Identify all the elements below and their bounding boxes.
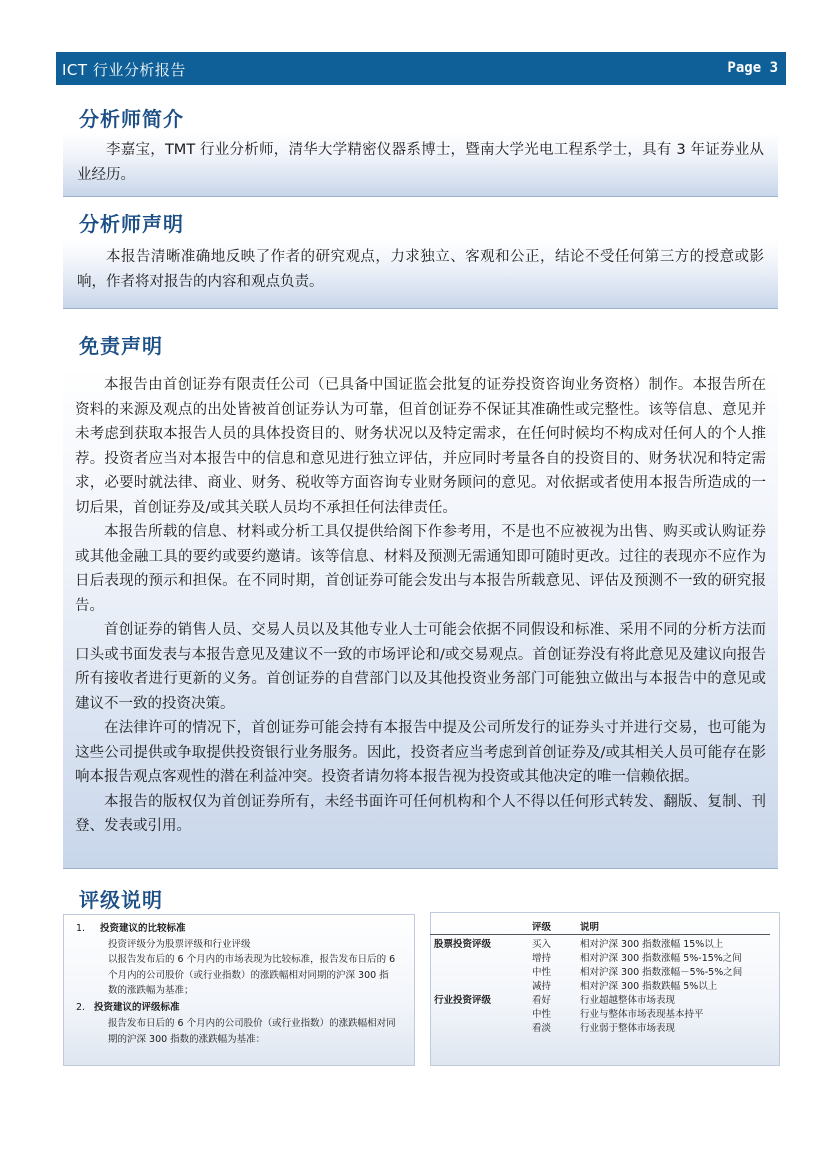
analyst-statement-text: 本报告清晰准确地反映了作者的研究观点，力求独立、客观和公正，结论不受任何第三方的授意或影响，作者将对报告的内容和观点负责。 <box>77 249 764 290</box>
table-row <box>430 935 770 953</box>
criteria-item-2-number: 2. <box>76 1002 86 1013</box>
criteria-item-2-text: 报告发布日后的 6 个月内的公司股价（或行业指数）的涨跌幅相对同期的沪深 300 指数的涨跌幅为基准： <box>108 1018 396 1045</box>
analyst-statement-heading: 分析师声明 <box>79 212 184 236</box>
rating-heading: 评级说明 <box>79 888 163 912</box>
rating-table-header <box>430 918 770 935</box>
rating-value: 看好 <box>532 995 552 1006</box>
disclaimer-box <box>63 367 778 869</box>
rating-desc: 行业弱于整体市场表现 <box>580 1023 676 1034</box>
table-row <box>430 994 770 1008</box>
rating-criteria-box <box>63 914 415 1066</box>
disclaimer-paragraph-2: 本报告所载的信息、材料或分析工具仅提供给阁下作参考用，不是也不应被视为出售、购买或认购证券或其他金融工具的要约或要约邀请。该等信息、材料及预测无需通知即可随时更改。过往的表现亦不应作为日后表现的预示和担保。在不同时期，首创证券可能会发出与本报告所载意见、评估及预测不一致的研究报告。 <box>75 524 766 614</box>
criteria-item-1-text: 以报告发布后的 6 个月内的市场表现为比较标准，报告发布日后的 6 个月内的公司股价（或行业指数）的涨跌幅相对同期的沪深 300 指数的涨跌幅为基准； <box>108 954 396 996</box>
rating-value: 买入 <box>532 939 552 950</box>
disclaimer-paragraph-3: 首创证券的销售人员、交易人员以及其他专业人士可能会依据不同假设和标准、采用不同的分析方法而口头或书面发表与本报告意见及建议不一致的市场评论和/或交易观点。首创证券没有将此意见及建议向报告所有接收者进行更新的义务。首创证券的自营部门以及其他投资业务部门可能独立做出与本报告中的意见或建议不一致的投资决策。 <box>75 622 766 712</box>
rating-value: 增持 <box>532 953 552 964</box>
criteria-item-1-title: 投资建议的比较标准 <box>100 923 186 934</box>
analyst-intro-heading: 分析师简介 <box>79 107 184 131</box>
rating-desc: 相对沪深 300 指数涨幅－5%-5%之间 <box>580 967 743 978</box>
rating-desc: 相对沪深 300 指数涨幅 15%以上 <box>580 939 724 950</box>
table-row <box>430 1022 770 1036</box>
disclaimer-heading: 免责声明 <box>79 334 163 358</box>
table-row <box>430 1008 770 1022</box>
rating-value: 中性 <box>532 1009 552 1020</box>
page-header <box>56 52 786 85</box>
rating-value: 减持 <box>532 981 552 992</box>
disclaimer-paragraph-4: 在法律许可的情况下，首创证券可能会持有本报告中提及公司所发行的证券头寸并进行交易，也可能为这些公司提供或争取提供投资银行业务服务。因此，投资者应当考虑到首创证券及/或其相关人员可能存在影响本报告观点客观性的潜在利益冲突。投资者请勿将本报告视为投资或其他决定的唯一信赖依据。 <box>75 720 766 785</box>
rating-desc: 相对沪深 300 指数涨幅 5%-15%之间 <box>580 953 742 964</box>
disclaimer-paragraph-5: 本报告的版权仅为首创证券所有，未经书面许可任何机构和个人不得以任何形式转发、翻版、复制、刊登、发表或引用。 <box>75 793 766 834</box>
criteria-item-2-title: 投资建议的评级标准 <box>94 1002 180 1013</box>
rating-desc: 相对沪深 300 指数跌幅 5%以上 <box>580 981 718 992</box>
rating-desc: 行业与整体市场表现基本持平 <box>580 1009 704 1020</box>
disclaimer-paragraph-1: 本报告由首创证券有限责任公司（已具备中国证监会批复的证券投资咨询业务资格）制作。本报告所在资料的来源及观点的出处皆被首创证券认为可靠，但首创证券不保证其准确性或完整性。该等信息、意见并未考虑到获取本报告人员的具体投资目的、财务状况以及特定需求，在任何时候均不构成对任何人的个人推荐。投资者应当对本报告中的信息和意见进行独立评估，并应同时考量各自的投资目的、财务状况和特定需求，必要时就法律、商业、财务、税收等方面咨询专业财务顾问的意见。对依据或者使用本报告所造成的一切后果，首创证券及/或其关联人员均不承担任何法律责任。 <box>75 377 766 516</box>
col-desc-header: 说明 <box>576 918 770 935</box>
rating-value: 中性 <box>532 967 552 978</box>
criteria-item-1-number: 1. <box>76 923 86 934</box>
table-row <box>430 966 770 980</box>
col-rating-header: 评级 <box>528 918 576 935</box>
page-number: Page 3 <box>727 60 778 76</box>
industry-rating-label: 行业投资评级 <box>434 995 492 1006</box>
analyst-intro-text: 李嘉宝，TMT 行业分析师，清华大学精密仪器系博士，暨南大学光电工程系学士，具有 3 年证券业从业经历。 <box>77 142 764 183</box>
report-title: ICT 行业分析报告 <box>62 61 186 79</box>
analyst-intro-box <box>63 133 778 197</box>
table-row <box>430 952 770 966</box>
rating-desc: 行业超越整体市场表现 <box>580 995 676 1006</box>
rating-table <box>430 918 770 1036</box>
analyst-statement-box <box>63 239 778 309</box>
rating-value: 看淡 <box>532 1023 552 1034</box>
table-row <box>430 980 770 994</box>
stock-rating-label: 股票投资评级 <box>434 939 492 950</box>
criteria-item-1-line1: 投资评级分为股票评级和行业评级 <box>108 939 251 950</box>
